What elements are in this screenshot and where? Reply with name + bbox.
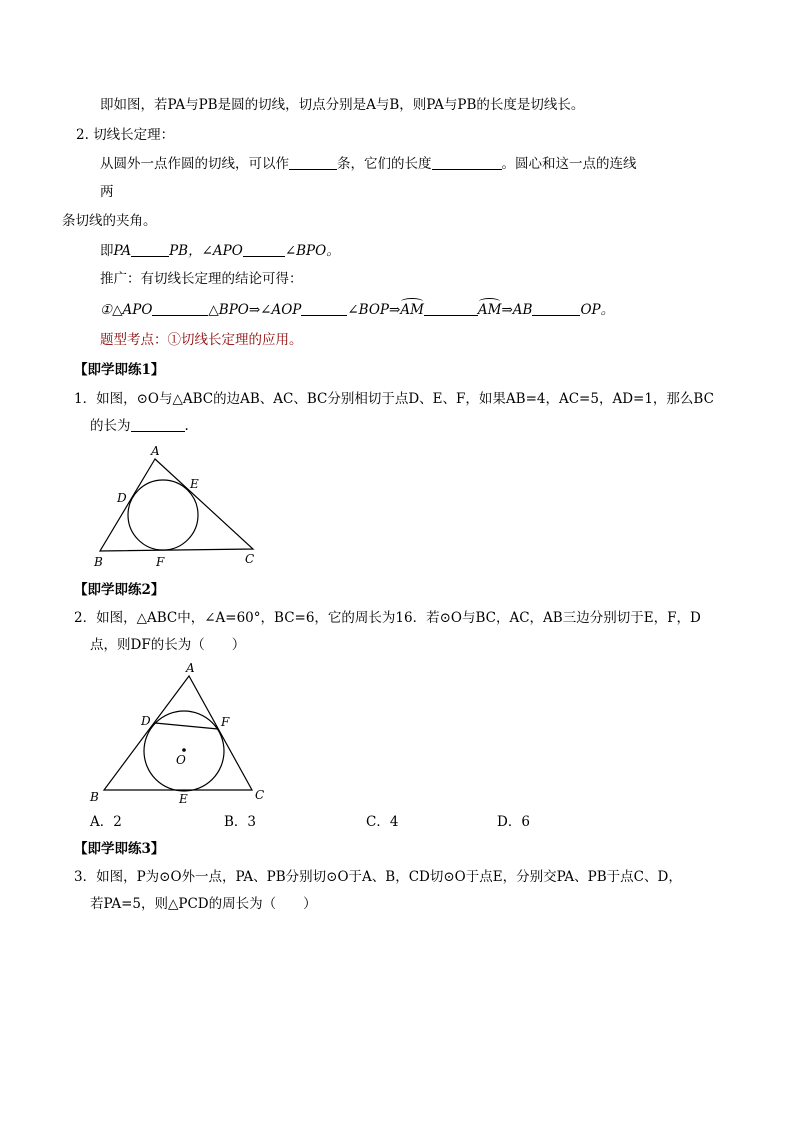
theorem-wrap-2: 条切线的夹角。 — [62, 213, 157, 229]
theorem-text-b: 条，它们的长度 — [337, 156, 432, 172]
practice1-q2-end: . — [184, 418, 189, 434]
practice3-question-line1: 3．如图，P为⊙O外一点，PA、PB分别切⊙O于A、B，CD切⊙O于点E，分别交PA、PB于点C、D， — [74, 869, 682, 885]
ext-angle-bop: ∠BOP⇒ — [347, 302, 401, 318]
practice1-label-a: A — [151, 444, 160, 458]
arc-am-2: AM — [477, 302, 502, 318]
ext-op: OP。 — [580, 302, 615, 318]
practice2-question-line1: 2．如图，△ABC中，∠A=60°，BC=6，它的周长为16．若⊙O与BC，AC，AB三边分别切于E，F，D — [74, 610, 701, 626]
practice2-center-dot — [182, 748, 186, 752]
eq-prefix: 即 — [100, 243, 114, 259]
theorem-text-a: 从圆外一点作圆的切线，可以作 — [100, 156, 289, 172]
practice2-label-d: D — [141, 714, 151, 728]
practice1-label-c: C — [245, 552, 255, 566]
practice2-label-b: B — [90, 790, 99, 804]
practice2-segment-df — [155, 723, 218, 729]
practice2-label-f: F — [221, 715, 230, 729]
extension-label: 推广：有切线长定理的结论可得： — [100, 271, 303, 287]
exam-point: 题型考点：①切线长定理的应用。 — [100, 332, 303, 348]
practice2-label-a: A — [186, 661, 195, 675]
practice3-header: 【即学即练3】 — [74, 841, 165, 857]
practice1-label-f: F — [156, 555, 165, 569]
practice2-option-c[interactable]: C．4 — [366, 814, 399, 830]
ext-angle-aop: △BPO⇒∠AOP — [208, 302, 302, 318]
eq-bpo: ∠BPO。 — [284, 243, 340, 259]
eq-pb: PB， — [169, 243, 202, 259]
practice2-label-o: O — [176, 753, 186, 767]
practice2-label-e: E — [179, 792, 188, 806]
ext-triangle-apo: ①△APO — [100, 302, 153, 318]
practice2-option-b[interactable]: B．3 — [224, 814, 257, 830]
tangent-length-definition: 即如图，若PA与PB是圆的切线，切点分别是A与B，则PA与PB的长度是切线长。 — [100, 97, 585, 113]
practice1-label-b: B — [94, 555, 103, 569]
practice1-q2-text: 的长为 — [90, 418, 131, 434]
practice1-label-d: D — [117, 491, 127, 505]
practice2-label-c: C — [255, 788, 265, 802]
arc-am-1: AM — [400, 302, 424, 318]
practice2-question-line2: 点，则DF的长为（ ） — [90, 637, 246, 653]
theorem-title: 切线长定理： — [93, 127, 175, 143]
practice2-triangle — [104, 676, 252, 790]
practice2-option-d[interactable]: D．6 — [497, 814, 530, 830]
practice2-header: 【即学即练2】 — [74, 582, 165, 598]
practice1-question-line1: 1．如图，⊙O与△ABC的边AB、AC、BC分别相切于点D、E、F，如果AB=4，AC=5，AD=1，那么BC — [74, 391, 714, 407]
practice3-question-line2: 若PA=5，则△PCD的周长为（ ） — [90, 896, 317, 912]
eq-pa: PA — [113, 243, 132, 259]
practice2-option-a[interactable]: A．2 — [90, 814, 122, 830]
theorem-text-c: 。圆心和这一点的连线 — [501, 156, 637, 172]
theorem-number: 2. — [76, 127, 89, 143]
eq-apo: ∠APO — [201, 243, 243, 259]
ext-ab: ⇒AB — [501, 302, 533, 318]
practice1-label-e: E — [190, 477, 199, 491]
practice1-header: 【即学即练1】 — [74, 362, 165, 378]
theorem-wrap-1: 两 — [100, 184, 114, 200]
